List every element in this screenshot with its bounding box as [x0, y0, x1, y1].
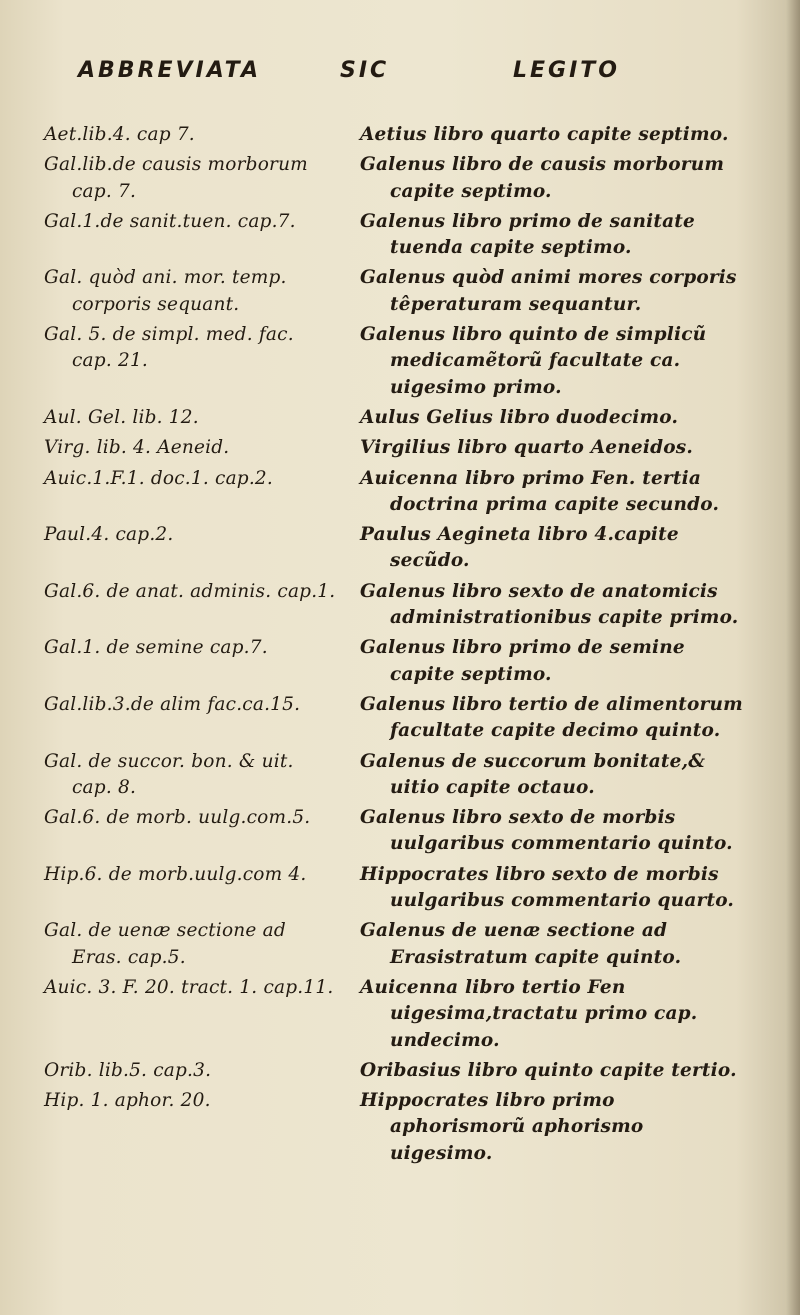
header-abbreviata: ABBREVIATA: [78, 58, 261, 83]
entry-row: [44, 1058, 744, 1084]
entry-row: [44, 322, 744, 401]
entry-abbreviation: Paul.4. cap.2.: [44, 524, 174, 546]
entry-full-reading: Galenus quòd animi mores corporis têperaturam sequantur.: [360, 267, 737, 315]
entry-abbreviation: Auic. 3. F. 20. tract. 1. cap.11.: [44, 976, 334, 998]
entry-row: [44, 805, 744, 858]
column-header: [78, 58, 758, 98]
entry-full-reading: Galenus de succorum bonitate,& uitio capite octauo.: [360, 750, 706, 798]
entry-row: [44, 918, 744, 971]
entry-full-reading: Aetius libro quarto capite septimo.: [360, 124, 729, 145]
entry-abbreviation: Gal.1. de semine cap.7.: [44, 637, 268, 659]
entry-full-reading: Oribasius libro quinto capite tertio.: [360, 1059, 737, 1081]
entry-full-reading: Paulus Aegineta libro 4.capite secũdo.: [360, 524, 679, 572]
entry-full-reading: Galenus de uenæ sectione ad Erasistratum capite quinto.: [360, 920, 682, 968]
entry-abbreviation: Auic.1.F.1. doc.1. cap.2.: [44, 467, 273, 489]
page-edge-shadow: [786, 0, 800, 1315]
entry-row: [44, 862, 744, 915]
entry-abbreviation: Gal.lib.3.de alim fac.ca.15.: [44, 693, 301, 715]
entry-full-reading: Galenus libro sexto de morbis uulgaribus commentario quinto.: [360, 807, 733, 855]
entry-abbreviation: Aul. Gel. lib. 12.: [44, 406, 199, 428]
entry-row: [44, 749, 744, 802]
entry-full-reading: Auicenna libro primo Fen. tertia doctrina prima capite secundo.: [360, 467, 720, 515]
entry-full-reading: Galenus libro primo de semine capite septimo.: [360, 637, 685, 685]
entry-full-reading: Virgilius libro quarto Aeneidos.: [360, 437, 693, 459]
entry-abbreviation: Gal.lib.de causis morborum cap. 7.: [44, 154, 308, 202]
entry-abbreviation: Gal. de uenæ sectione ad Eras. cap.5.: [44, 920, 286, 968]
entry-row: [44, 209, 744, 262]
entry-abbreviation: Gal.6. de anat. adminis. cap.1.: [44, 580, 336, 602]
entry-full-reading: Galenus libro de causis morborum capite septimo.: [360, 154, 725, 202]
entry-full-reading: Hippocrates libro sexto de morbis uulgaribus commentario quarto.: [360, 863, 735, 912]
entry-full-reading: Galenus libro sexto de anatomicis administrationibus capite primo.: [360, 580, 739, 629]
entry-full-reading: Aulus Gelius libro duodecimo.: [360, 406, 679, 428]
entry-abbreviation: Hip.6. de morb.uulg.com 4.: [44, 863, 307, 885]
entry-row: [44, 522, 744, 575]
header-legito: LEGITO: [513, 58, 620, 83]
entry-row: [44, 265, 744, 318]
entry-abbreviation: Hip. 1. aphor. 20.: [44, 1090, 211, 1112]
entry-full-reading: Auicenna libro tertio Fen uigesima,tractatu primo cap. undecimo.: [360, 976, 698, 1051]
entry-abbreviation: Virg. lib. 4. Aeneid.: [44, 437, 230, 459]
entry-row: [44, 405, 744, 431]
entry-abbreviation: Orib. lib.5. cap.3.: [44, 1059, 212, 1081]
entry-abbreviation: Gal. de succor. bon. & uit. cap. 8.: [44, 750, 294, 798]
entry-abbreviation: Gal.6. de morb. uulg.com.5.: [44, 807, 311, 829]
entry-row: [44, 1088, 744, 1167]
entry-row: [44, 466, 744, 519]
entry-row: [44, 975, 744, 1054]
entry-row: [44, 579, 744, 632]
entry-full-reading: Galenus libro tertio de alimentorum facultate capite decimo quinto.: [360, 693, 743, 742]
header-sic: SIC: [340, 58, 390, 83]
entry-row: [44, 122, 744, 148]
entry-abbreviation: Gal. quòd ani. mor. temp. corporis sequant.: [44, 267, 287, 315]
abbreviation-list: [44, 122, 744, 1167]
entry-abbreviation: Gal. 5. de simpl. med. fac. cap. 21.: [44, 324, 294, 372]
entry-row: [44, 692, 744, 745]
entry-abbreviation: Gal.1.de sanit.tuen. cap.7.: [44, 210, 296, 232]
entry-full-reading: Galenus libro primo de sanitate tuenda capite septimo.: [360, 210, 695, 259]
entry-full-reading: Galenus libro quinto de simplicũ medicamẽtorũ facultate ca. uigesimo primo.: [360, 324, 707, 398]
entry-row: [44, 435, 744, 461]
entry-row: [44, 152, 744, 205]
entry-row: [44, 635, 744, 688]
entry-full-reading: Hippocrates libro primo aphorismorũ aphorismo uigesimo.: [360, 1090, 644, 1164]
entry-abbreviation: Aet.lib.4. cap 7.: [44, 124, 195, 145]
